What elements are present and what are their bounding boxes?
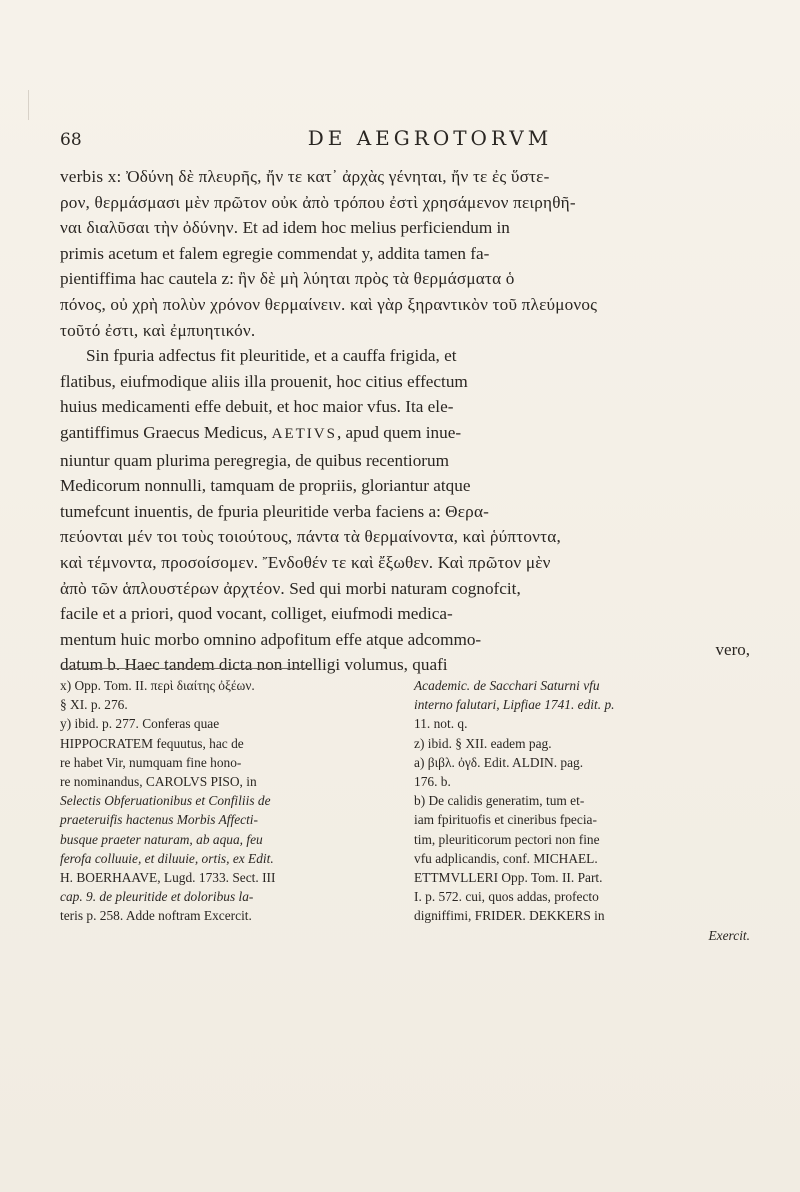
footnote-line: 11. not. q. <box>414 716 468 732</box>
footnote-line: re nominandus, CAROLVS PISO, in <box>60 774 257 790</box>
footnotes-right-column <box>414 676 750 945</box>
footnote-line: busque praeter naturam, ab aqua, feu <box>60 831 263 847</box>
text-line: flatibus, eiufmodique aliis illa prouenit, hoc citius effectum <box>60 371 468 391</box>
footnote-line: interno falutari, Lipfiae 1741. edit. p. <box>414 697 615 713</box>
running-head: DE AEGROTORVM <box>307 126 553 150</box>
footnote-line: praeteruifis hactenus Morbis Affecti- <box>60 812 258 828</box>
footnote-divider <box>62 668 312 669</box>
footnote-line: 176. b. <box>414 774 451 790</box>
footnote-line: vfu adplicandis, conf. MICHAEL. <box>414 850 598 866</box>
footnote-line: re habet Vir, numquam fine hono- <box>60 754 242 770</box>
footnote-line: iam fpirituofis et cineribus fpecia- <box>414 812 597 828</box>
footnote-line: Academic. de Sacchari Saturni vfu <box>414 678 600 693</box>
text-line: pientiffima hac cautela z: ἢν δὲ μὴ λύηται πρὸς τὰ θερμάσματα ὁ <box>60 269 515 289</box>
text-line: niuntur quam plurima peregregia, de quibus recentiorum <box>60 450 449 470</box>
footnote-line: I. p. 572. cui, quos addas, profecto <box>414 889 599 905</box>
footnote-line: Selectis Obferuationibus et Confiliis de <box>60 793 271 809</box>
text-line: Medicorum nonnulli, tamquam de propriis, gloriantur atque <box>60 476 471 496</box>
footnote-line: x) Opp. Tom. II. περὶ διαίτης ὀξέων. <box>60 678 255 693</box>
text-line: ρον, θερμάσμασι μὲν πρῶτον οὐκ ἀπὸ τρόπου ἐστὶ χρησάμενον πειρηθῆ- <box>60 192 576 212</box>
text-line: τοῦτό ἐστι, καὶ ἐμπυητικόν. <box>60 320 256 340</box>
footnotes-left-column <box>60 676 396 945</box>
text-line: primis acetum et falem egregie commendat y, addita tamen fa- <box>60 243 490 263</box>
main-text <box>60 164 750 678</box>
footnotes <box>60 676 750 945</box>
text-line: Sin fpuria adfectus fit pleuritide, et a cauffa frigida, et <box>86 346 457 366</box>
text-line: gantiffimus Graecus Medicus, AETIVS, apud quem inue- <box>60 422 462 442</box>
footnote-line: ferofa colluuie, et diluuie, ortis, ex Edit. <box>60 850 274 866</box>
text-line: tumefcunt inuentis, de fpuria pleuritide verba faciens a: Θερα- <box>60 501 490 521</box>
text-line: mentum huic morbo omnino adpofitum effe atque adcommo- <box>60 629 482 649</box>
footnote-line: H. BOERHAAVE, Lugd. 1733. Sect. III <box>60 870 276 886</box>
footnote-line: y) ibid. p. 277. Conferas quae <box>60 716 220 732</box>
text-line: πεύονται μέν τοι τοὺς τοιούτους, πάντα τὰ θερμαίνοντα, καὶ ῥύπτοντα, <box>60 527 561 547</box>
page-mark <box>28 90 53 120</box>
text-line: πόνος, οὐ χρὴ πολὺν χρόνον θερμαίνειν. καὶ γὰρ ξηραντικὸν τοῦ πλεύμονος <box>60 294 598 314</box>
footnote-line: cap. 9. de pleuritide et doloribus la- <box>60 889 254 905</box>
footnote-line: b) De calidis generatim, tum et- <box>414 793 585 809</box>
text-line: καὶ τέμνοντα, προσοίσομεν. Ἔνδοθέν τε καὶ ἔξωθεν. Καὶ πρῶτον μὲν <box>60 552 551 572</box>
footnote-line: § XI. p. 276. <box>60 697 128 713</box>
footnote-line: ETTMVLLERI Opp. Tom. II. Part. <box>414 870 603 886</box>
text-line: ναι διαλῦσαι τὴν ὀδύνην. Et ad idem hoc melius perficiendum in <box>60 218 510 238</box>
footnote-line: Exercit. <box>708 927 750 943</box>
footnote-line: tim, pleuriticorum pectori non fine <box>414 831 600 847</box>
footnote-line: teris p. 258. Adde noftram Excercit. <box>60 908 252 924</box>
text-line: huius medicamenti effe debuit, et hoc maior vfus. Ita ele- <box>60 397 454 417</box>
footnote-line: z) ibid. § XII. eadem pag. <box>414 735 552 751</box>
catchword: vero, <box>715 640 750 659</box>
text-line: verbis x: Ὀδύνη δὲ πλευρῆς, ἤν τε κατ᾽ ἀρχὰς γένηται, ἤν τε ἐς ὕστε- <box>60 167 550 186</box>
text-line: datum b. Haec tandem dicta non intelligi volumus, quafi <box>60 655 448 675</box>
author-name: AETIVS <box>271 425 337 442</box>
footnote-line: digniffimi, FRIDER. DEKKERS in <box>414 908 605 924</box>
text-line: facile et a priori, quod vocant, colliget, eiufmodi medica- <box>60 604 453 624</box>
page-number: 68 <box>60 130 82 150</box>
footnote-line: a) βιβλ. ὀγδ. Edit. ALDIN. pag. <box>414 754 584 770</box>
footnote-line: HIPPOCRATEM fequutus, hac de <box>60 735 244 751</box>
page-header <box>60 126 750 150</box>
text-line: ἀπὸ τῶν ἁπλουστέρων ἀρχτέον. Sed qui morbi naturam cognofcit, <box>60 578 521 598</box>
